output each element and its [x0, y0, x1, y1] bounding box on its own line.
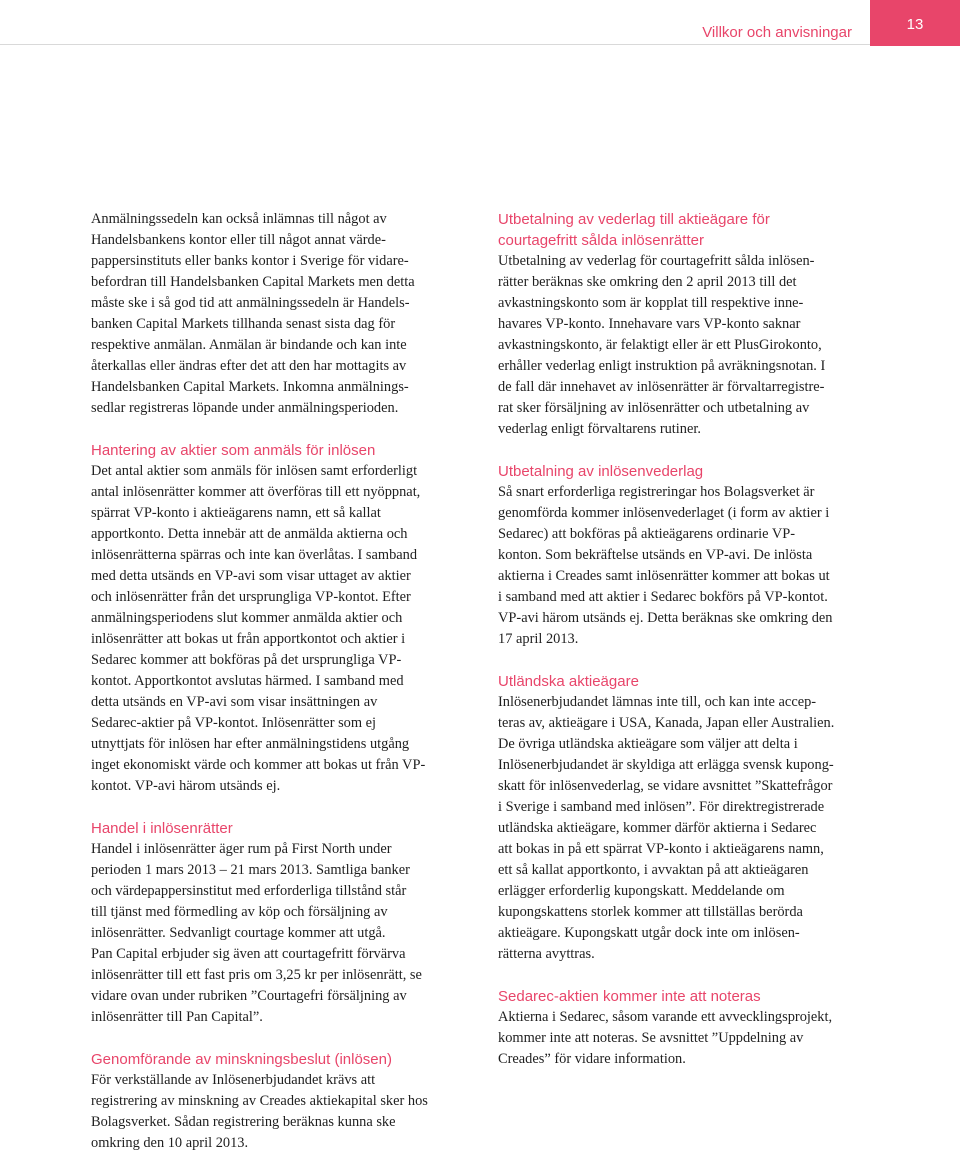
text-line: Utbetalning av vederlag för courtagefritt sålda inlösen-: [498, 253, 815, 269]
text-line: havares VP-konto. Innehavare vars VP-konto saknar: [498, 316, 801, 332]
section-body: [498, 1007, 874, 1070]
section-heading: Utbetalning av inlösenvederlag: [498, 463, 704, 480]
text-line: De övriga utländska aktieägare som väljer att delta i: [498, 736, 798, 752]
text-line: Pan Capital erbjuder sig även att courtagefritt förvärva: [91, 946, 406, 962]
text-line: utnyttjats för inlösen har efter anmälningstidens utgång: [91, 736, 410, 752]
text-line: Det antal aktier som anmäls för inlösen samt erforderligt: [91, 463, 418, 479]
text-line: aktierna i Creades samt inlösenrätter kommer att bokas ut: [498, 568, 830, 584]
section-body: [498, 482, 874, 650]
text-line: courtagefritt sålda inlösenrätter: [498, 232, 704, 249]
text-line: skatt för inlösenvederlag, se vidare avsnittet ”Skattefrågor: [498, 778, 833, 794]
text-line: till tjänst med förmedling av köp och försäljning av: [91, 904, 388, 920]
text-line: Anmälningssedeln kan också inlämnas till något av: [91, 211, 387, 227]
text-line: sedlar registreras löpande under anmälningsperioden.: [91, 400, 399, 416]
text-line: Handelsbanken Capital Markets. Inkomna anmälnings-: [91, 379, 409, 395]
section-heading: [498, 209, 874, 251]
text-line: och inlösenrätter från det ursprungliga VP-kontot. Efter: [91, 589, 411, 605]
section-body: [498, 692, 874, 965]
section-heading: Sedarec-aktien kommer inte att noteras: [498, 988, 761, 1005]
text-line: inget ekonomiskt värde och kommer att bokas ut från VP-: [91, 757, 426, 773]
text-line: Inlösenerbjudandet lämnas inte till, och kan inte accep-: [498, 694, 817, 710]
section-heading: Utländska aktieägare: [498, 673, 639, 690]
section-body: [91, 461, 477, 797]
text-line: inlösenrätter. Sedvanligt courtage kommer att utgå.: [91, 925, 386, 941]
header-rule: [0, 44, 870, 45]
section-body: [498, 251, 874, 440]
text-line: anmälningsperiodens slut kommer anmälda aktier och: [91, 610, 403, 626]
text-line: kontot. Apportkontot avslutas härmed. I samband med: [91, 673, 404, 689]
text-line: Bolagsverket. Sådan registrering beräknas kunna ske: [91, 1114, 396, 1130]
text-line: Sedarec-aktier på VP-kontot. Inlösenrätter som ej: [91, 715, 377, 731]
text-line: vidare ovan under rubriken ”Courtagefri försäljning av: [91, 988, 407, 1004]
text-line: banken Capital Markets tillhanda senast sista dag för: [91, 316, 396, 332]
text-line: ett så kallat apportkonto, i avvaktan på att aktieägaren: [498, 862, 809, 878]
text-line: teras av, aktieägare i USA, Kanada, Japan eller Australien.: [498, 715, 835, 731]
text-line: återkallas eller ändras efter det att den har mottagits av: [91, 358, 407, 374]
text-line: inlösenrätterna spärras och inte kan överlåtas. I samband: [91, 547, 418, 563]
section-body: [91, 1070, 477, 1154]
intro-paragraph: [91, 209, 477, 419]
text-line: För verkställande av Inlösenerbjudandet krävs att: [91, 1072, 376, 1088]
text-line: i Sverige i samband med inlösen”. För direktregistrerade: [498, 799, 825, 815]
text-line: antal inlösenrätter kommer att överföras till ett nyöppnat,: [91, 484, 421, 500]
right-column: [498, 209, 874, 1070]
text-line: registrering av minskning av Creades aktiekapital sker hos: [91, 1093, 428, 1109]
section-heading: Handel i inlösenrätter: [91, 820, 233, 837]
left-column: [91, 209, 477, 1154]
text-line: Så snart erforderliga registreringar hos Bolagsverket är: [498, 484, 815, 500]
text-line: avkastningskonto, är felaktigt eller är ett PlusGirokonto,: [498, 337, 822, 353]
text-line: VP-avi härom utsänds ej. Detta beräknas ske omkring den: [498, 610, 833, 626]
text-line: Sedarec) att bokföras på aktieägarens ordinarie VP-: [498, 526, 796, 542]
text-line: inlösenrätter till Pan Capital”.: [91, 1009, 263, 1025]
text-line: måste ske i så god tid att anmälningssedeln är Handels-: [91, 295, 410, 311]
text-line: de fall där innehavet av inlösenrätter är förvaltarregistre-: [498, 379, 825, 395]
text-line: med detta utsänds en VP-avi som visar uttaget av aktier: [91, 568, 411, 584]
text-line: befordran till Handelsbanken Capital Markets men detta: [91, 274, 415, 290]
text-line: kupongskattens storlek kommer att tillställas berörda: [498, 904, 803, 920]
text-line: pappersinstituts eller banks kontor i Sverige för vidare-: [91, 253, 409, 269]
text-line: Handelsbankens kontor eller till något annat värde-: [91, 232, 386, 248]
text-line: och värdepappersinstitut med erforderliga tillstånd står: [91, 883, 407, 899]
text-line: spärrat VP-konto i aktieägarens namn, ett så kallat: [91, 505, 381, 521]
page-number-tab: [870, 0, 960, 46]
text-line: Aktierna i Sedarec, såsom varande ett avvecklingsprojekt,: [498, 1009, 833, 1025]
text-line: inlösenrätter till ett fast pris om 3,25 kr per inlösenrätt, se: [91, 967, 422, 983]
section-heading: Genomförande av minskningsbeslut (inlösen): [91, 1051, 392, 1068]
text-line: Sedarec kommer att bokföras på det ursprungliga VP-: [91, 652, 402, 668]
text-line: perioden 1 mars 2013 – 21 mars 2013. Samtliga banker: [91, 862, 410, 878]
text-line: Inlösenerbjudandet är skyldiga att erlägga svensk kupong-: [498, 757, 834, 773]
text-line: rätter beräknas ske omkring den 2 april 2013 till det: [498, 274, 797, 290]
text-line: apportkonto. Detta innebär att de anmälda aktierna och: [91, 526, 408, 542]
text-line: kommer inte att noteras. Se avsnittet ”Uppdelning av: [498, 1030, 804, 1046]
text-line: i samband med att aktier i Sedarec bokförs på VP-kontot.: [498, 589, 828, 605]
text-line: 17 april 2013.: [498, 631, 579, 647]
text-line: kontot. VP-avi härom utsänds ej.: [91, 778, 281, 794]
text-line: vederlag enligt förvaltarens rutiner.: [498, 421, 701, 437]
text-line: erlägger erforderlig kupongskatt. Meddelande om: [498, 883, 785, 899]
text-line: genomförda kommer inlösenvederlaget (i form av aktier i: [498, 505, 830, 521]
text-line: Handel i inlösenrätter äger rum på First North under: [91, 841, 392, 857]
section-body: [91, 839, 477, 1028]
text-line: avkastningskonto som är kopplat till respektive inne-: [498, 295, 804, 311]
text-line: att bokas in på ett spärrat VP-konto i aktieägarens namn,: [498, 841, 824, 857]
text-line: konton. Som bekräftelse utsänds en VP-avi. De inlösta: [498, 547, 813, 563]
text-line: erhåller vederlag enligt instruktion på avräkningsnotan. I: [498, 358, 826, 374]
text-line: rätterna avyttras.: [498, 946, 595, 962]
text-line: Creades” för vidare information.: [498, 1051, 686, 1067]
section-heading: Hantering av aktier som anmäls för inlösen: [91, 442, 376, 459]
text-line: omkring den 10 april 2013.: [91, 1135, 249, 1151]
text-line: aktieägare. Kupongskatt utgår dock inte om inlösen-: [498, 925, 800, 941]
page-number: 13: [906, 16, 924, 33]
section-title: Villkor och anvisningar: [702, 24, 852, 41]
text-line: respektive anmälan. Anmälan är bindande och kan inte: [91, 337, 407, 353]
text-line: rat sker försäljning av inlösenrätter och utbetalning av: [498, 400, 810, 416]
text-line: Utbetalning av vederlag till aktieägare för: [498, 211, 770, 228]
text-line: inlösenrätter att bokas ut från apportkontot och aktier i: [91, 631, 406, 647]
text-line: utländska aktieägare, kommer därför aktierna i Sedarec: [498, 820, 817, 836]
text-line: detta utsänds en VP-avi som visar insättningen av: [91, 694, 378, 710]
